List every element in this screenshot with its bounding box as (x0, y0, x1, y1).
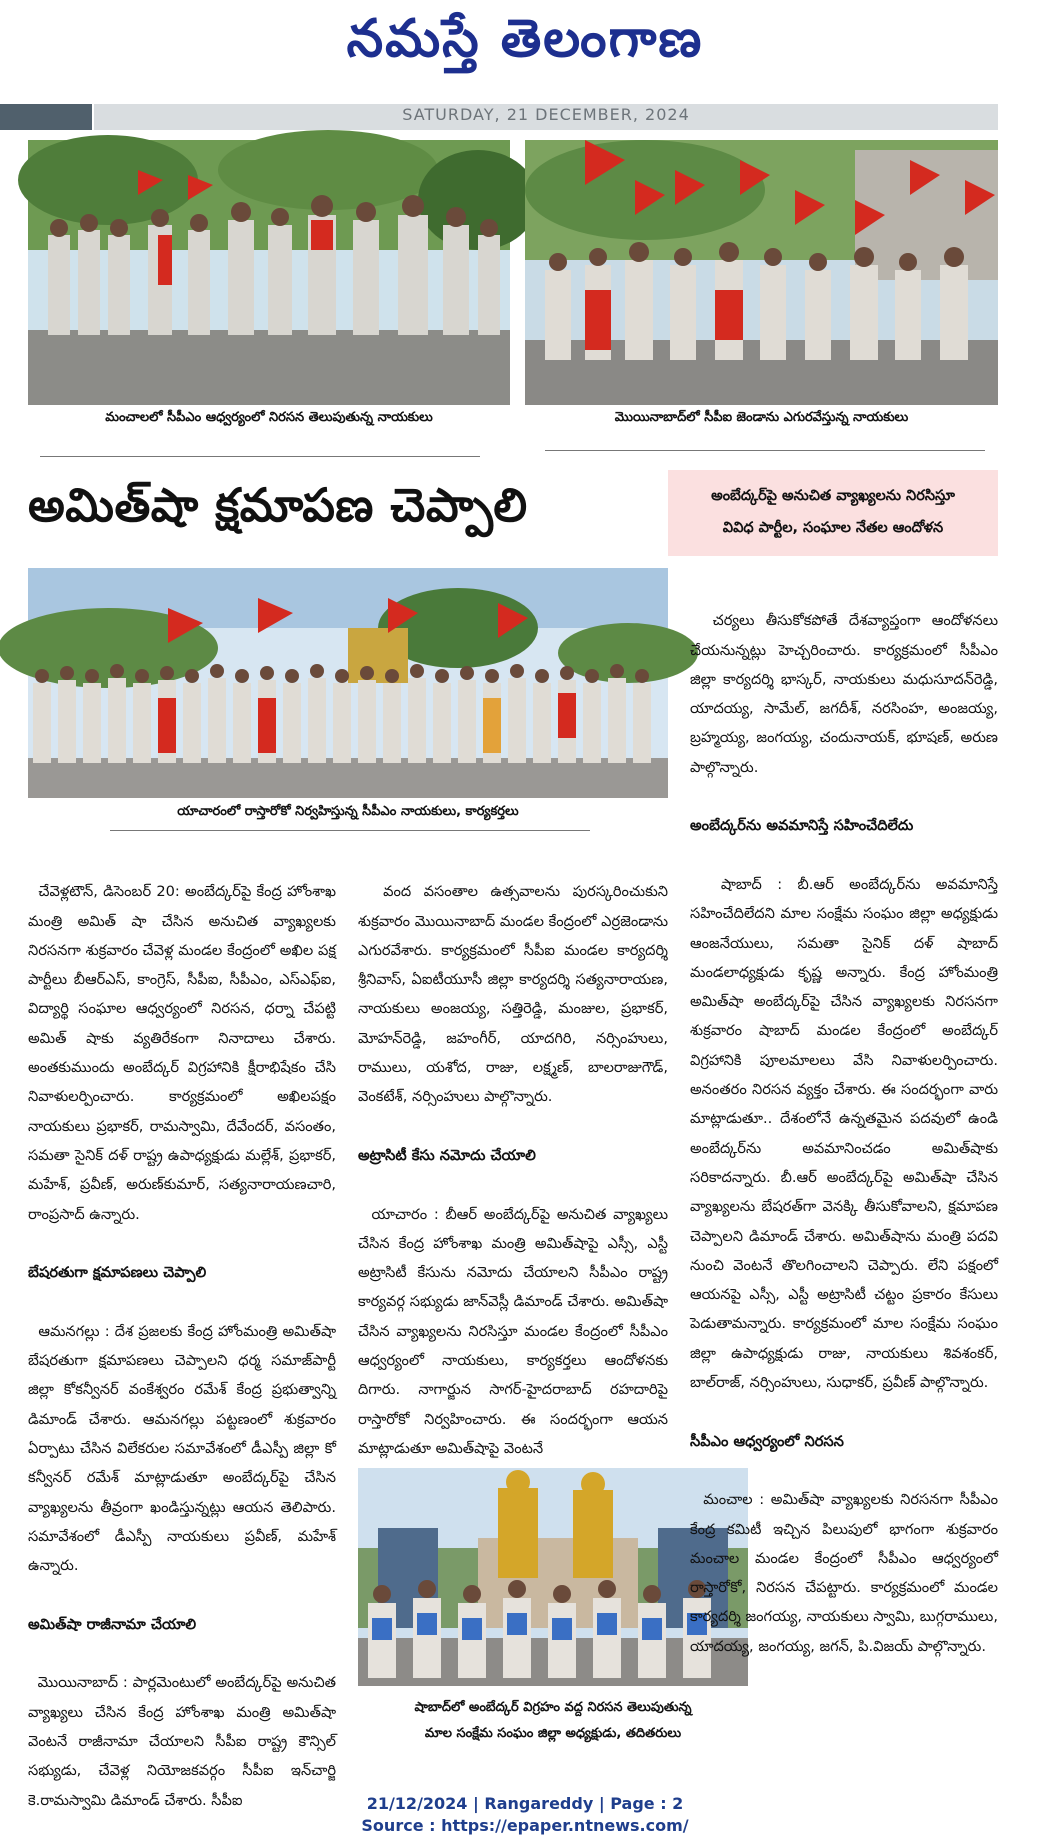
photo-top-right-caption: మొయినాబాద్‌లో సీపీఐ జెండాను ఎగురవేస్తున్న నాయకులు (614, 410, 909, 425)
paragraph: చేవెళ్లటౌన్‌, డిసెంబర్‌ 20: అంబేద్కర్‌పై కేంద్ర హోంశాఖ మంత్రి అమిత్‌ షా చేసిన అనుచిత వ్యాఖ్యలకు నిరసనగా శుక్రవారం చేవెళ్ల మండల కేంద్రంలో అఖిల పక్ష పార్టీలు బీఆర్‌ఎస్‌, కాంగ్రెస్‌, సీపీఐ, సీపీఎం, ఎస్‌ఎఫ్‌ఐ, విద్యార్థి సంఘాల ఆధ్వర్యంలో నిరసన, ధర్నా చేపట్టి అమిత్‌ షాకు వ్యతిరేకంగా నినాదాలు చేశారు. అంతకుముందు అంబేద్కర్‌ విగ్రహానికి క్షీరాభిషేకం చేసి నివాళులర్పించారు. కార్యక్రమంలో అఖిలపక్షం నాయకులు ప్రభాకర్‌, రామస్వామి, దేవేందర్‌, వసంతం, సమతా సైనిక్‌ దళ్‌ రాష్ట్ర ఉపాధ్యక్షుడు మల్లేశ్‌, ప్రభాకర్‌, మహేశ్‌, ప్రవీణ్‌, అరుణ్‌కుమార్‌, సత్యనారాయణచారి, రాంప్రసాద్‌ ఉన్నారు. (28, 883, 341, 1223)
paragraph: షాబాద్‌ : బీ.ఆర్‌ అంబేద్కర్‌ను అవమానిస్తే సహించేదిలేదని మాల సంక్షేమ సంఘం జిల్లా అధ్యక్షుడు ఆంజనేయులు, సమతా సైనిక్‌ దళ్‌ షాబాద్‌ మండలాధ్యక్షుడు కృష్ణ అన్నారు. కేంద్ర హోంమంత్రి అమిత్‌షా అంబేద్కర్‌పై చేసిన వ్యాఖ్యలకు నిరసనగా శుక్రవారం షాబాద్‌ మండల కేంద్రంలో అంబేద్కర్‌ విగ్రహానికి పూలమాలలు వేసి నివాళులర్పించారు. అనంతరం నిరసన వ్యక్తం చేశారు. ఈ సందర్భంగా వారు మాట్లాడుతూ.. దేశంలోనే ఉన్నతమైన పదవులో ఉండి అంబేద్కర్‌ను అవమానించడం అమిత్‌షాకు సరికాదన్నారు. బీ.ఆర్‌ అంబేద్కర్‌పై అమిత్‌షా చేసిన వ్యాఖ్యలను బేషరత్‌గా వెనక్కి తీసుకోవాలని, క్షమాపణ చెప్పాలని డిమాండ్‌ చేశారు. అమిత్‌షాను మంత్రి పదవి నుంచి వెంటనే తొలగించాలని చెప్పారు. లేని పక్షంలో ఆయనపై ఎస్సీ, ఎస్టీ అట్రాసిటీ చట్టం ప్రకారం కేసులు పెడుతామన్నారు. కార్యక్రమంలో మాల సంక్షేమ సంఘం జిల్లా ఉపాధ్యక్షుడు రాజు, నాయకులు శివశంకర్‌, బాల్‌రాజ్‌, నర్సింహులు, సుధాకర్‌, ప్రవీణ్‌ పాల్గొన్నారు. (690, 875, 999, 1392)
date-band-accent (0, 104, 92, 130)
footer-page-info: 21/12/2024 | Rangareddy | Page : 2 (366, 1794, 684, 1813)
subheading: బేషరతుగా క్షమాపణలు చెప్పాలి (28, 1264, 207, 1282)
deck (668, 470, 998, 556)
paragraph: మంచాల : అమిత్‌షా వ్యాఖ్యలకు నిరసనగా సీపీఎం కేంద్ర కమిటీ ఇచ్చిన పిలుపులో భాగంగా శుక్రవారం మంచాల మండల కేంద్రంలో సీపీఎం ఆధ్వర్యంలో రాస్తారోకో, నిరసన చేపట్టారు. కార్యక్రమంలో మండల కార్యదర్శి జంగయ్య, నాయకులు స్వామి, బుగ్గరాములు, యాదయ్య, జంగయ్య, జగన్‌, పి.విజయ్‌ పాల్గొన్నారు. (690, 1491, 1003, 1655)
date-band: SATURDAY, 21 DECEMBER, 2024 (94, 104, 998, 130)
photo-top-left-caption: మంచాలలో సీపీఎం ఆధ్వర్యంలో నిరసన తెలుపుతున్న నాయకులు (105, 410, 433, 425)
subheading: అట్రాసిటీ కేసు నమోదు చేయాలి (358, 1146, 536, 1164)
photo-top-right (525, 140, 998, 405)
paragraph: చర్యలు తీసుకోకపోతే దేశవ్యాప్తంగా ఆందోళనలు చేయనున్నట్లు హెచ్చరించారు. కార్యక్రమంలో సీపీఎం జిల్లా కార్యదర్శి భాస్కర్‌, నాయకులు మధుసూదన్‌రెడ్డి, యాదయ్య, సామేల్‌, జగదీశ్‌, నరసింహ, అంజయ్య, బ్రహ్మయ్య, జంగయ్య, చందునాయక్‌, భూషణ్‌, అరుణ పాల్గొన్నారు. (690, 612, 1003, 776)
paragraph: వంద వసంతాల ఉత్సవాలను పురస్కరించుకుని శుక్రవారం మొయినాబాద్‌ మండల కేంద్రంలో ఎర్రజెండాను ఎగురవేశారు. కార్యక్రమంలో సీపీఐ మండల కార్యదర్శి శ్రీనివాస్‌, ఏఐటీయూసీ జిల్లా కార్యదర్శి సత్యనారాయణ, నాయకులు అంజయ్య, సత్తిరెడ్డి, మంజుల, ప్రభాకర్‌, మోహన్‌రెడ్డి, జహంగీర్‌, యాదగిరి, నర్సింహులు, రాములు, యశోద, రాజు, లక్ష్మణ్‌, బాలరాజుగౌడ్‌, వెంకటేశ్‌, నర్సింహులు పాల్గొన్నారు. (358, 883, 673, 1106)
divider (110, 830, 590, 831)
photo-main (28, 568, 668, 798)
divider (545, 450, 985, 451)
deck-line-1: అంబేద్కర్‌పై అనుచిత వ్యాఖ్యలను నిరసిస్తూ (711, 488, 955, 504)
deck-line-2: వివిధ పార్టీల, సంఘాల నేతల ఆందోళన (722, 520, 944, 536)
article-column-2 (358, 848, 673, 1460)
subheading: సీపీఎం ఆధ్వర్యంలో నిరసన (690, 1432, 844, 1450)
divider (40, 456, 480, 457)
paragraph: ఆమనగల్లు : దేశ ప్రజలకు కేంద్ర హోంమంత్రి అమిత్‌షా బేషరతుగా క్షమాపణలు చెప్పాలని ధర్మ సమాజ్‌పార్టీ జిల్లా కోకన్వీనర్‌ వంకేశ్వరం రమేశ్‌ కేంద్ర ప్రభుత్వాన్ని డిమాండ్‌ చేశారు. ఆమనగల్లు పట్టణంలో శుక్రవారం ఏర్పాటు చేసిన విలేకరుల సమావేశంలో డీఎస్పీ జిల్లా కో కన్వీనర్‌ రమేశ్‌ మాట్లాడుతూ అంబేద్కర్‌పై చేసిన వ్యాఖ్యలను తీవ్రంగా ఖండిస్తున్నట్లు ఆయన తెలిపారు. సమావేశంలో డీఎస్పీ నాయకులు ప్రవీణ్‌, మహేశ్‌ ఉన్నారు. (28, 1322, 337, 1575)
masthead: నమస్తే తెలంగాణ (346, 9, 704, 69)
paragraph: యాచారం : బీఆర్‌ అంబేద్కర్‌పై అనుచిత వ్యాఖ్యలు చేసిన కేంద్ర హోంశాఖ మంత్రి అమిత్‌షాపై ఎస్సీ, ఎస్టీ అట్రాసిటీ కేసును నమోదు చేయాలని సీపీఎం రాష్ట్ర కార్యవర్గ సభ్యుడు జాన్‌వెస్లీ డిమాండ్‌ చేశారు. అమిత్‌షా చేసిన వ్యాఖ్యలను నిరసిస్తూ మండల కేంద్రంలో సీపీఎం ఆధ్వర్యంలో నాయకులు, కార్యకర్తలు ఆందోళనకు దిగారు. నాగార్జున సాగర్‌-హైదరాబాద్‌ రహదారిపై రాస్తారోకో నిర్వహించారు. ఈ సందర్భంగా ఆయన మాట్లాడుతూ అమిత్‌షాపై వెంటనే (358, 1205, 673, 1457)
photo-statue-caption-1: షాబాద్‌లో అంబేద్కర్‌ విగ్రహం వద్ద నిరసన తెలుపుతున్న (414, 1700, 692, 1715)
photo-top-left (28, 140, 510, 405)
footer-source[interactable]: Source : https://epaper.ntnews.com/ (361, 1816, 689, 1835)
headline: అమిత్‌షా క్షమాపణ చెప్పాలి (28, 478, 528, 532)
photo-statue-caption-2: మాల సంక్షేమ సంఘం జిల్లా అధ్యక్షుడు, తదితరులు (424, 1726, 682, 1741)
article-column-1 (28, 848, 341, 1809)
article-column-3 (690, 577, 1003, 1767)
paragraph: మొయినాబాద్‌ : పార్లమెంటులో అంబేద్కర్‌పై అనుచిత వ్యాఖ్యలు చేసిన కేంద్ర హోంశాఖ మంత్రి అమిత్‌షా వెంటనే రాజీనామా చేయాలని సీపీఐ రాష్ట్ర కౌన్సిల్‌ సభ్యుడు, చేవెళ్ల నియోజకవర్గం సీపీఐ ఇన్‌చార్జి కె.రామస్వామి డిమాండ్‌ చేశారు. సీపీఐ (28, 1674, 336, 1809)
subheading: అంబేద్కర్‌ను అవమానిస్తే సహించేదిలేదు (690, 817, 914, 835)
subheading: అమిత్‌షా రాజీనామా చేయాలి (28, 1615, 197, 1633)
photo-main-caption: యాచారంలో రాస్తారోకో నిర్వహిస్తున్న సీపీఎం నాయకులు, కార్యకర్తలు (177, 804, 519, 819)
